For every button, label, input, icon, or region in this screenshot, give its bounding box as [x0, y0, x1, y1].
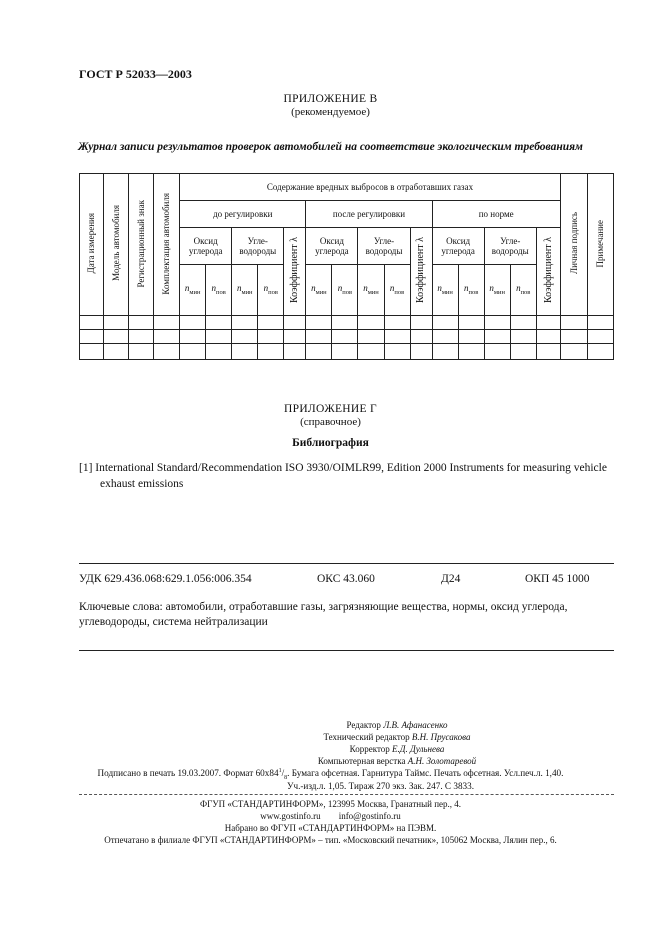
- n-min-header: $n_{мин}$: [180, 265, 206, 316]
- co-header-norm: Оксид углерода: [432, 228, 484, 265]
- d-code: Д24: [441, 573, 461, 585]
- n-min-header: $n_{мин}$: [432, 265, 458, 316]
- col-date-header: Дата измерения: [80, 174, 104, 316]
- norm-header: по норме: [432, 201, 560, 228]
- emissions-group-header: Содержание вредных выбросов в отработавших газах: [180, 174, 561, 201]
- table-row: [80, 344, 614, 360]
- divider-line: [79, 563, 614, 564]
- appendix-g-status: (справочное): [300, 416, 361, 428]
- n-min-header: $n_{мин}$: [484, 265, 510, 316]
- appendix-b-status: (рекомендуемое): [291, 106, 370, 118]
- table-row: [80, 316, 614, 330]
- bibliography-entry: [1] International Standard/Recommendation ISO 3930/OIMLR99, Edition 2000 Instruments for measuring vehicle exhaust emissions: [79, 462, 607, 491]
- hc-header-before: Угле- водороды: [232, 228, 284, 265]
- col-note-header: Примечание: [587, 174, 613, 316]
- n-min-header: $n_{мин}$: [358, 265, 384, 316]
- n-pov-header: $n_{пов}$: [384, 265, 410, 316]
- n-pov-header: $n_{пов}$: [258, 265, 284, 316]
- col-model-header: Модель автомобиля: [104, 174, 129, 316]
- n-pov-header: $n_{пов}$: [206, 265, 232, 316]
- bibliography-title: Библиография: [292, 437, 369, 449]
- udk-code: УДК 629.436.068:629.1.056:006.354: [79, 573, 252, 585]
- inspection-journal-table: [79, 173, 614, 360]
- co-header-after: Оксид углерода: [306, 228, 358, 265]
- lambda-header-before: Коэффициент λ: [284, 228, 306, 316]
- n-pov-header: $n_{пов}$: [458, 265, 484, 316]
- col-kit-header: Комплектация автомобиля: [154, 174, 180, 316]
- col-sign-header: Личная подпись: [560, 174, 587, 316]
- n-pov-header: $n_{пов}$: [510, 265, 536, 316]
- publisher-info: ФГУП «СТАНДАРТИНФОРМ», 123995 Москва, Гранатный пер., 4. www.gostinfo.ru info@gostinfo.ru Набрано во ФГУП «СТАНДАРТИНФОРМ» на ПЭВМ. Отпечатано в филиале ФГУП «СТАНДАРТИНФОРМ» – тип. «Московский печатник», 105062 Москва, Лялин пер., 6.: [104, 799, 557, 845]
- after-adjust-header: после регулировки: [306, 201, 432, 228]
- table-row: [80, 330, 614, 344]
- col-reg-header: Регистрационный знак: [129, 174, 154, 316]
- keywords: Ключевые слова: автомобили, отработавшие газы, загрязняющие вещества, нормы, оксид углерода, углеводороды, система нейтрализации: [79, 601, 568, 628]
- appendix-b-title: ПРИЛОЖЕНИЕ В: [283, 93, 378, 105]
- doc-code-header: ГОСТ Р 52033—2003: [79, 67, 192, 81]
- divider-line: [79, 650, 614, 651]
- co-header-before: Оксид углерода: [180, 228, 232, 265]
- hc-header-norm: Угле- водороды: [484, 228, 536, 265]
- print-details: Подписано в печать 19.03.2007. Формат $60х84^1/_8$. Бумага офсетная. Гарнитура Таймс. Печать офсетная. Усл.печ.л. 1,40. Уч.-изд.л. 1,05. Тираж 270 экз. Зак. 247. С 3833.: [97, 768, 564, 791]
- dashed-divider: [79, 794, 614, 795]
- okp-code: ОКП 45 1000: [525, 573, 590, 585]
- n-pov-header: $n_{пов}$: [332, 265, 358, 316]
- lambda-header-norm: Коэффициент λ: [536, 228, 560, 316]
- before-adjust-header: до регулировки: [180, 201, 306, 228]
- n-min-header: $n_{мин}$: [232, 265, 258, 316]
- n-min-header: $n_{мин}$: [306, 265, 332, 316]
- oks-code: ОКС 43.060: [317, 573, 375, 585]
- appendix-g-title: ПРИЛОЖЕНИЕ Г: [284, 403, 377, 415]
- lambda-header-after: Коэффициент λ: [410, 228, 432, 316]
- imprint-credits: Редактор Л.В. Афанасенко Технический редактор В.Н. Прусакова Корректор Е.Д. Дульнева Компьютерная верстка А.Н. Золотаревой: [317, 720, 477, 767]
- hc-header-after: Угле- водороды: [358, 228, 410, 265]
- journal-title: Журнал записи результатов проверок автомобилей на соответствие экологическим требованиям: [78, 141, 583, 153]
